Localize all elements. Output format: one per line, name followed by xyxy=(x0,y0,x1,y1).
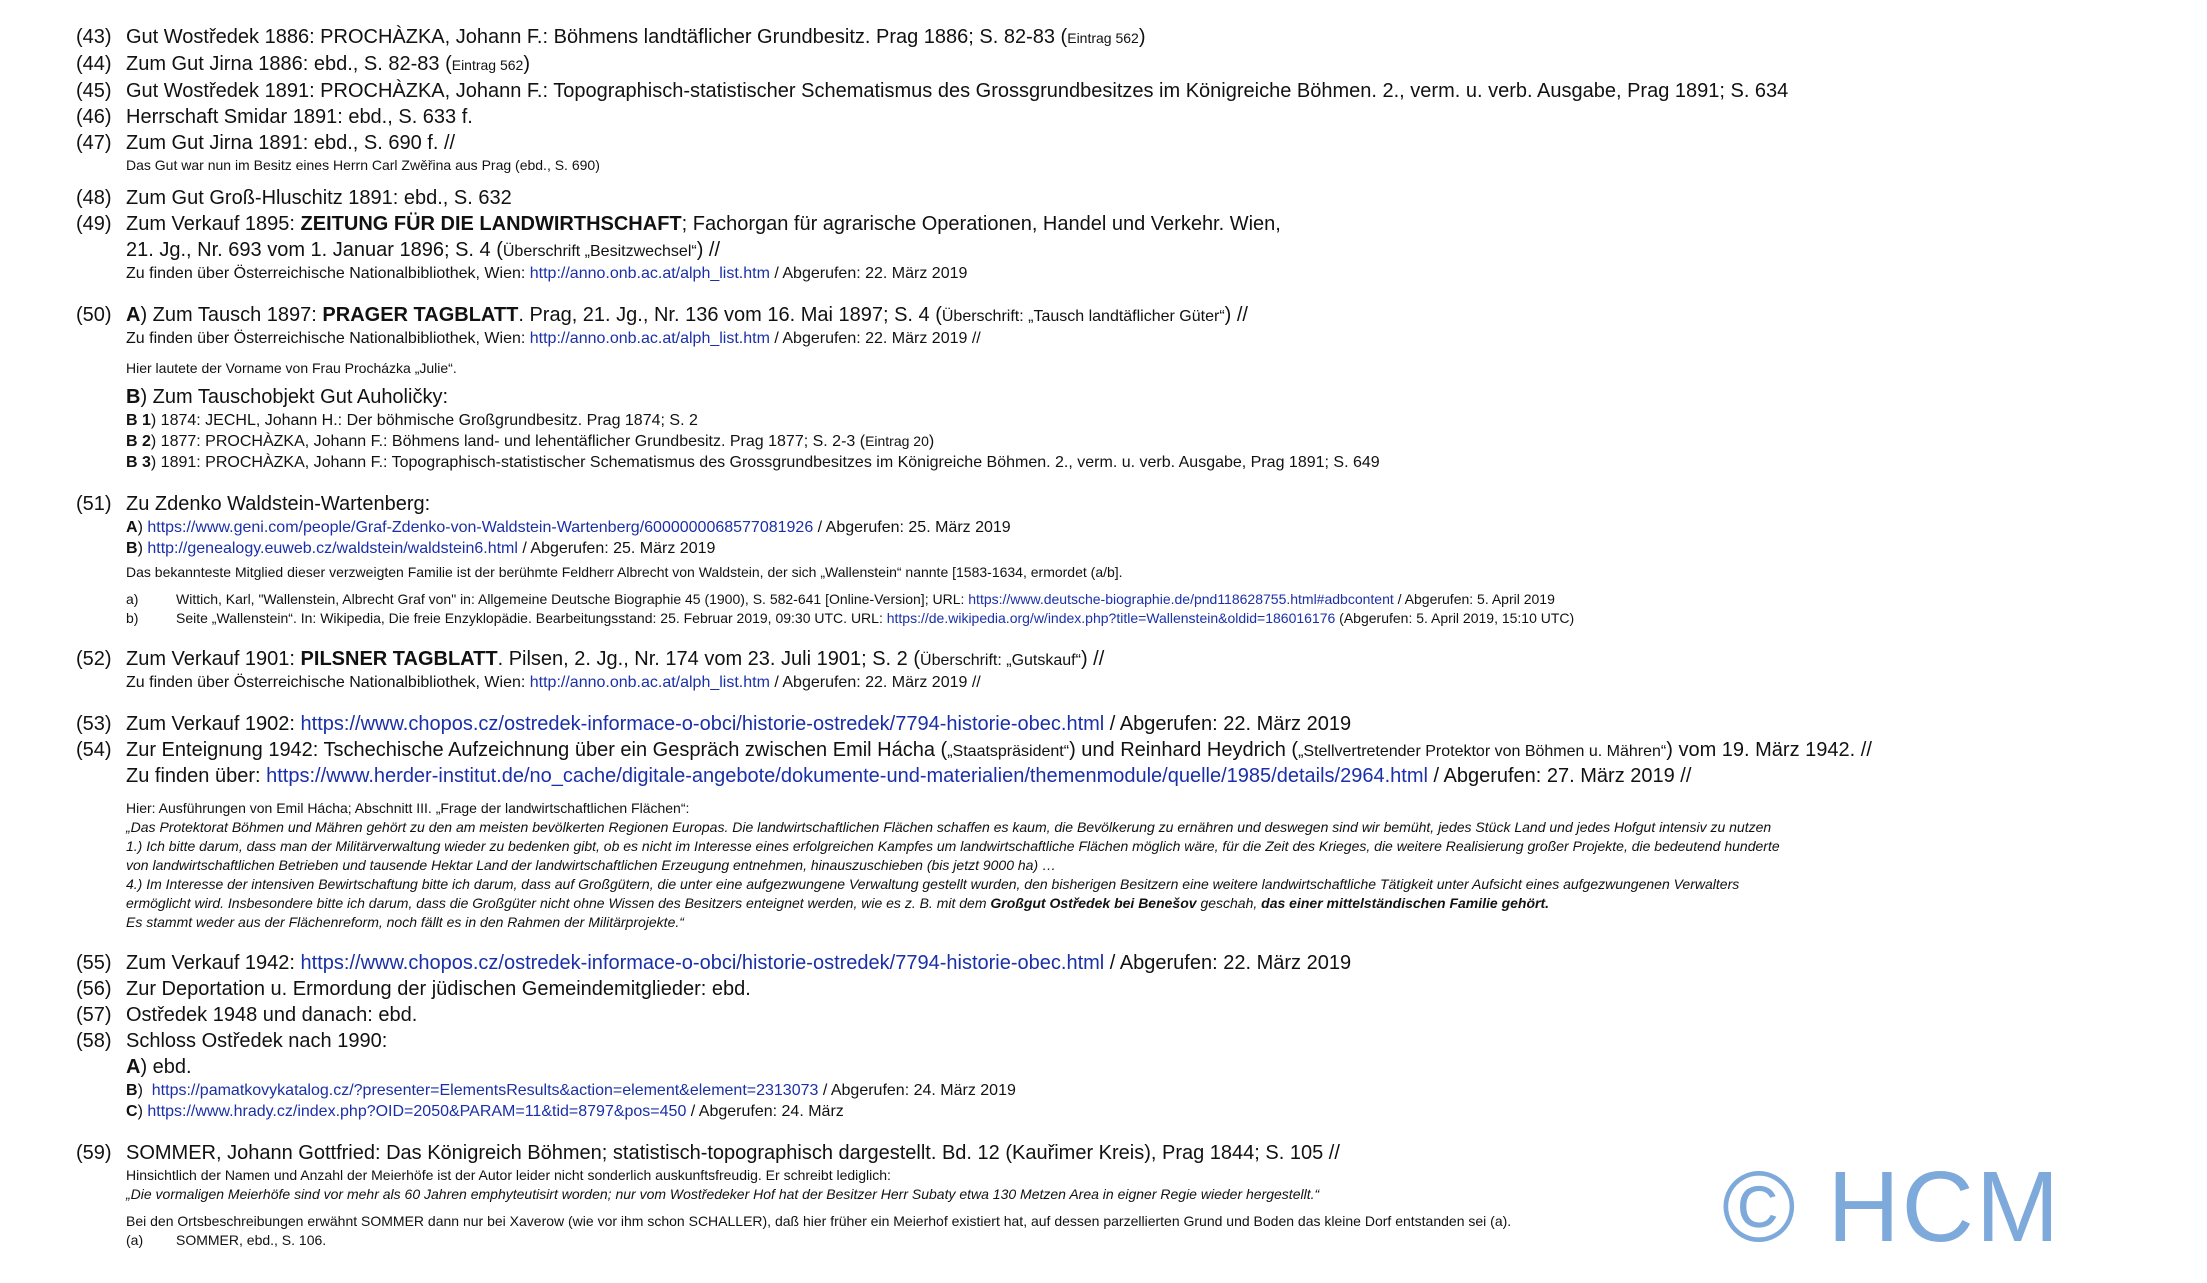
footnote-link[interactable]: https://www.deutsche-biographie.de/pnd118628755.html#adbcontent xyxy=(968,591,1394,607)
entry-number: (46) xyxy=(76,106,112,128)
entry-58: (58) Schloss Ostředek nach 1990: A) ebd. B) https://pamatkovykatalog.cz/?presenter=ElementsResults&action=element&element=2313073 / Abgerufen: 24. März 2019 C) https://www.hrady.cz/index.php?OID=2050&PARAM=11&tid=8797&pos=450 / Abgerufen: 24. März xyxy=(76,1030,1016,1120)
newspaper-title: PILSNER TAGBLATT xyxy=(300,648,498,670)
footnote: (a) SOMMER, ebd., S. 106. xyxy=(126,1232,327,1248)
quote-line: „Das Protektorat Böhmen und Mähren gehört zu den am meisten bevölkerten Regionen Europas. Die landwirtschaftlichen Flächen schaffen es kaum, die Bevölkerung zu ernähren und deswegen sind wir bemüht, jedes Stück Land und jedes Hofgut intensiv zu nutzen xyxy=(126,819,1772,835)
copyright-watermark: © HCM xyxy=(1722,1151,2062,1263)
quote-line: 4.) Im Interesse der intensiven Bewirtschaftung bitte ich darum, dass auf Großgütern, die unter eine aufgezwungene Verwaltung gestellt wurden, den bisherigen Besitzern eine weitere landwirtschaftliche Tätigkeit unter Aufsicht eines aufgezwungenen Verwalters xyxy=(126,876,1740,892)
quote-line: ermöglicht wird. Insbesondere bitte ich darum, dass die Großgüter nicht ohne Wissen des Besitzers enteignet werden, wie es z. B. mit dem Großgut Ostředek bei Benešov geschah, das einer mittelständischen Familie gehört. xyxy=(126,895,1550,911)
entry-number: (55) xyxy=(76,952,112,974)
chopos-link[interactable]: https://www.chopos.cz/ostredek-informace-o-obci/historie-ostredek/7794-historie-obec.html xyxy=(300,713,1105,735)
entry-55: (55) Zum Verkauf 1942: https://www.chopos.cz/ostredek-informace-o-obci/historie-ostredek/7794-historie-obec.html / Abgerufen: 22. März 2019 xyxy=(76,952,1352,974)
entry-number: (48) xyxy=(76,187,112,209)
note: Das bekannteste Mitglied dieser verzweigten Familie ist der berühmte Feldherr Albrecht von Waldstein, der sich „Wallenstein“ nannte [1583-1634, ermordet (a/b]. xyxy=(126,564,1123,580)
herder-link[interactable]: https://www.herder-institut.de/no_cache/digitale-angebote/dokumente-und-materialien/themenmodule/quelle/1985/details/2964.html xyxy=(266,765,1428,787)
entry-number: (57) xyxy=(76,1004,112,1026)
entry-number: (59) xyxy=(76,1142,112,1164)
genealogy-link[interactable]: http://genealogy.euweb.cz/waldstein/waldstein6.html xyxy=(147,540,518,557)
geni-link[interactable]: https://www.geni.com/people/Graf-Zdenko-von-Waldstein-Wartenberg/6000000068577081926 xyxy=(147,519,814,536)
entry-number: (44) xyxy=(76,53,112,75)
quote-line: „Die vormaligen Meierhöfe sind vor mehr als 60 Jahren emphyteutisirt worden; nur vom Wostředeker Hof hat der Besitzer Herr Subaty etwa 130 Metzen Area in eigner Regie wieder hergestellt.“ xyxy=(126,1186,1320,1202)
footnote: b) Seite „Wallenstein“. In: Wikipedia, Die freie Enzyklopädie. Bearbeitungsstand: 25. Februar 2019, 09:30 UTC. URL: https://de.wikipedia.org/w/index.php?title=Wallenstein&oldid=186016176 (Abgerufen: 5. April 2019, 15:10 UTC) xyxy=(126,610,1575,626)
entry-44: (44) Zum Gut Jirna 1886: ebd., S. 82-83 (Eintrag 562) xyxy=(76,51,2176,78)
newspaper-title: ZEITUNG FÜR DIE LANDWIRTHSCHAFT xyxy=(300,213,682,235)
entry-number: (43) xyxy=(76,26,112,48)
entry-number: (56) xyxy=(76,978,112,1000)
entry-50: (50) A) Zum Tausch 1897: PRAGER TAGBLATT. Prag, 21. Jg., Nr. 136 vom 16. Mai 1897; S. 4 (Überschrift: „Tausch landtäflicher Güter“) // Zu finden über Österreichische Nationalbibliothek, Wien: http://anno.onb.ac.at/alph_list.htm / Abgerufen: 22. März 2019 // Hier lautete der Vorname von Frau Procházka „Julie“. B) Zum Tauschobjekt Gut Auholičky: B 1) 1874: JECHL, Johann H.: Der böhmische Großgrundbesitz. Prag 1874; S. 2 B 2) 1877: PROCHÀZKA, Johann F.: Böhmens land- und lehentäflicher Grundbesitz. Prag 1877; S. 2-3 (Eintrag 20) B 3) 1891: PROCHÀZKA, Johann F.: Topographisch-statistischer Schematismus des Grossgrundbesitzes im Königreiche Böhmen. 2., verm. u. verb. Ausgabe, Prag 1891; S. 649 xyxy=(76,302,2176,473)
source-link[interactable]: http://anno.onb.ac.at/alph_list.htm xyxy=(529,330,770,347)
entry-53: (53) Zum Verkauf 1902: https://www.chopos.cz/ostredek-informace-o-obci/historie-ostredek/7794-historie-obec.html / Abgerufen: 22. März 2019 xyxy=(76,713,1352,735)
footnote-link[interactable]: https://de.wikipedia.org/w/index.php?title=Wallenstein&oldid=186016176 xyxy=(886,610,1336,626)
entry-number: (50) xyxy=(76,304,112,326)
entry-48: (48) Zum Gut Groß-Hluschitz 1891: ebd., S. 632 xyxy=(76,187,512,209)
pamatkovy-link[interactable]: https://pamatkovykatalog.cz/?presenter=ElementsResults&action=element&element=2313073 xyxy=(151,1082,819,1099)
entry-46: (46) Herrschaft Smidar 1891: ebd., S. 633 f. xyxy=(76,106,473,128)
entry-number: (53) xyxy=(76,713,112,735)
note: Hinsichtlich der Namen und Anzahl der Meierhöfe ist der Autor leider nicht sonderlich auskunftsfreudig. Er schreibt lediglich: xyxy=(126,1167,891,1183)
entry-56: (56) Zur Deportation u. Ermordung der jüdischen Gemeindemitglieder: ebd. xyxy=(76,978,751,1000)
note: Hier: Ausführungen von Emil Hácha; Abschnitt III. „Frage der landwirtschaftlichen Flächen“: xyxy=(126,800,690,816)
note: Hier lautete der Vorname von Frau Procházka „Julie“. xyxy=(126,360,457,376)
entry-43: (43) Gut Wostředek 1886: PROCHÀZKA, Johann F.: Böhmens landtäflicher Grundbesitz. Prag 1886; S. 82-83 (Eintrag 562) xyxy=(76,24,2176,51)
source-link[interactable]: http://anno.onb.ac.at/alph_list.htm xyxy=(529,265,770,282)
quote-line: von landwirtschaftlichen Betrieben und tausende Hektar Land der landwirtschaftlichen Erzeugung entnehmen, hinauszuschieben (bis jetzt 9000 ha) … xyxy=(126,857,1057,873)
entry-number: (47) xyxy=(76,132,112,154)
entry-number: (54) xyxy=(76,739,112,761)
entry-52: (52) Zum Verkauf 1901: PILSNER TAGBLATT. Pilsen, 2. Jg., Nr. 174 vom 23. Juli 1901; S. 2 (Überschrift: „Gutskauf“) // Zu finden über Österreichische Nationalbibliothek, Wien: http://anno.onb.ac.at/alph_list.htm / Abgerufen: 22. März 2019 // xyxy=(76,648,1105,691)
hrady-link[interactable]: https://www.hrady.cz/index.php?OID=2050&PARAM=11&tid=8797&pos=450 xyxy=(147,1103,687,1120)
source-link[interactable]: http://anno.onb.ac.at/alph_list.htm xyxy=(529,674,770,691)
entry-47: (47) Zum Gut Jirna 1891: ebd., S. 690 f. // Das Gut war nun im Besitz eines Herrn Carl Zwěřina aus Prag (ebd., S. 690) xyxy=(76,130,2176,175)
entry-number: (52) xyxy=(76,648,112,670)
entry-number: (45) xyxy=(76,80,112,102)
note: Das Gut war nun im Besitz eines Herrn Carl Zwěřina aus Prag (ebd., S. 690) xyxy=(126,157,600,173)
entry-59: (59) SOMMER, Johann Gottfried: Das Königreich Böhmen; statistisch-topographisch dargestellt. Bd. 12 (Kauřimer Kreis), Prag 1844; S. 105 // Hinsichtlich der Namen und Anzahl der Meierhöfe ist der Autor leider nicht sonderlich auskunftsfreudig. Er schreibt lediglich: „Die vormaligen Meierhöfe sind vor mehr als 60 Jahren emphyteutisirt worden; nur vom Wostředeker Hof hat der Besitzer Herr Subaty etwa 130 Metzen Area in eigner Regie wieder hergestellt.“ Bei den Ortsbeschreibungen erwähnt SOMMER dann nur bei Xaverow (wie vor ihm schon SCHALLER), daß hier früher ein Meierhof existiert hat, auf dessen parzellierten Grund und Boden das kleine Dorf entstanden sei (a). xyxy=(76,1140,2176,1231)
entry-49: (49) Zum Verkauf 1895: ZEITUNG FÜR DIE LANDWIRTHSCHAFT; Fachorgan für agrarische Operationen, Handel und Verkehr. Wien, 21. Jg., Nr. 693 vom 1. Januar 1896; S. 4 (Überschrift „Besitzwechsel“) // Zu finden über Österreichische Nationalbibliothek, Wien: http://anno.onb.ac.at/alph_list.htm / Abgerufen: 22. März 2019 xyxy=(76,213,1281,282)
entry-54: (54) Zur Enteignung 1942: Tschechische Aufzeichnung über ein Gespräch zwischen Emil Hácha („Staatspräsident“) und Reinhard Heydrich („Stellvertretender Protektor von Böhmen u. Mähren“) vom 19. März 1942. // Zu finden über: https://www.herder-institut.de/no_cache/digitale-angebote/dokumente-und-materialien/themenmodule/quelle/1985/details/2964.html / Abgerufen: 27. März 2019 // Hier: Ausführungen von Emil Hácha; Abschnitt III. „Frage der landwirtschaftlichen Flächen“: „Das Protektorat Böhmen und Mähren gehört zu den am meisten bevölkerten Regionen Europas. Die landwirtschaftlichen Flächen schaffen es kaum, die Bevölkerung zu ernähren und deswegen sind wir bemüht, jedes Stück Land und jedes Hofgut intensiv zu nutzen 1.) Ich bitte darum, dass man der Militärverwaltung wieder zu bedenken gibt, ob es nicht im Interesse eines erfolgreichen Kampfes um landwirtschaftliche Flächen möglich wäre, für die Zeit des Krieges, die weitere Realisierung großer Projekte, die bedeutend hunderte von landwirtschaftlichen Betrieben und tausende Hektar Land der landwirtschaftlichen Erzeugung entnehmen, hinauszuschieben (bis jetzt 9000 ha) … 4.) Im Interesse der intensiven Bewirtschaftung bitte ich darum, dass auf Großgütern, die unter eine aufgezwungene Verwaltung gestellt wurden, den bisherigen Besitzern eine weitere landwirtschaftliche Tätigkeit unter Aufsicht eines aufgezwungenen Verwalters ermöglicht wird. Insbesondere bitte ich darum, dass die Großgüter nicht ohne Wissen des Besitzers enteignet werden, wie es z. B. mit dem Großgut Ostředek bei Benešov geschah, das einer mittelständischen Familie gehört. Es stammt weder aus der Flächenreform, noch fällt es in den Rahmen der Militärprojekte.“ xyxy=(76,737,2176,932)
note: Bei den Ortsbeschreibungen erwähnt SOMMER dann nur bei Xaverow (wie vor ihm schon SCHALLER), daß hier früher ein Meierhof existiert hat, auf dessen parzellierten Grund und Boden das kleine Dorf entstanden sei (a). xyxy=(126,1213,1512,1229)
quote-line: 1.) Ich bitte darum, dass man der Militärverwaltung wieder zu bedenken gibt, ob es nicht im Interesse eines erfolgreichen Kampfes um landwirtschaftliche Flächen möglich wäre, für die Zeit des Krieges, die weitere Realisierung großer Projekte, die bedeutend hunderte xyxy=(126,838,1780,854)
quote-line: Es stammt weder aus der Flächenreform, noch fällt es in den Rahmen der Militärprojekte.“ xyxy=(126,914,684,930)
newspaper-title: PRAGER TAGBLATT xyxy=(322,304,519,326)
entry-45: (45) Gut Wostředek 1891: PROCHÀZKA, Johann F.: Topographisch-statistischer Schematismus des Grossgrundbesitzes im Königreiche Böhmen. 2., verm. u. verb. Ausgabe, Prag 1891; S. 634 xyxy=(76,80,1789,102)
reference-list xyxy=(76,24,2176,1250)
entry-number: (58) xyxy=(76,1030,112,1052)
footnote: a) Wittich, Karl, "Wallenstein, Albrecht Graf von" in: Allgemeine Deutsche Biographie 45 (1900), S. 582-641 [Online-Version]; URL: https://www.deutsche-biographie.de/pnd118628755.html#adbcontent / Abgerufen: 5. April 2019 xyxy=(126,591,1555,607)
entry-number: (49) xyxy=(76,213,112,235)
entry-number: (51) xyxy=(76,493,112,515)
chopos-link[interactable]: https://www.chopos.cz/ostredek-informace-o-obci/historie-ostredek/7794-historie-obec.html xyxy=(300,952,1105,974)
entry-57: (57) Ostředek 1948 und danach: ebd. xyxy=(76,1004,418,1026)
entry-51: (51) Zu Zdenko Waldstein-Wartenberg: A) https://www.geni.com/people/Graf-Zdenko-von-Waldstein-Wartenberg/6000000068577081926 / Abgerufen: 25. März 2019 B) http://genealogy.euweb.cz/waldstein/waldstein6.html / Abgerufen: 25. März 2019 Das bekannteste Mitglied dieser verzweigten Familie ist der berühmte Feldherr Albrecht von Waldstein, der sich „Wallenstein“ nannte [1583-1634, ermordet (a/b]. a) Wittich, Karl, "Wallenstein, Albrecht Graf von" in: Allgemeine Deutsche Biographie 45 (1900), S. 582-641 [Online-Version]; URL: https://www.deutsche-biographie.de/pnd118628755.html#adbcontent / Abgerufen: 5. April 2019 b) Seite „Wallenstein“. In: Wikipedia, Die freie Enzyklopädie. Bearbeitungsstand: 25. Februar 2019, 09:30 UTC. URL: https://de.wikipedia.org/w/index.php?title=Wallenstein&oldid=186016176 (Abgerufen: 5. April 2019, 15:10 UTC) xyxy=(76,491,2176,628)
